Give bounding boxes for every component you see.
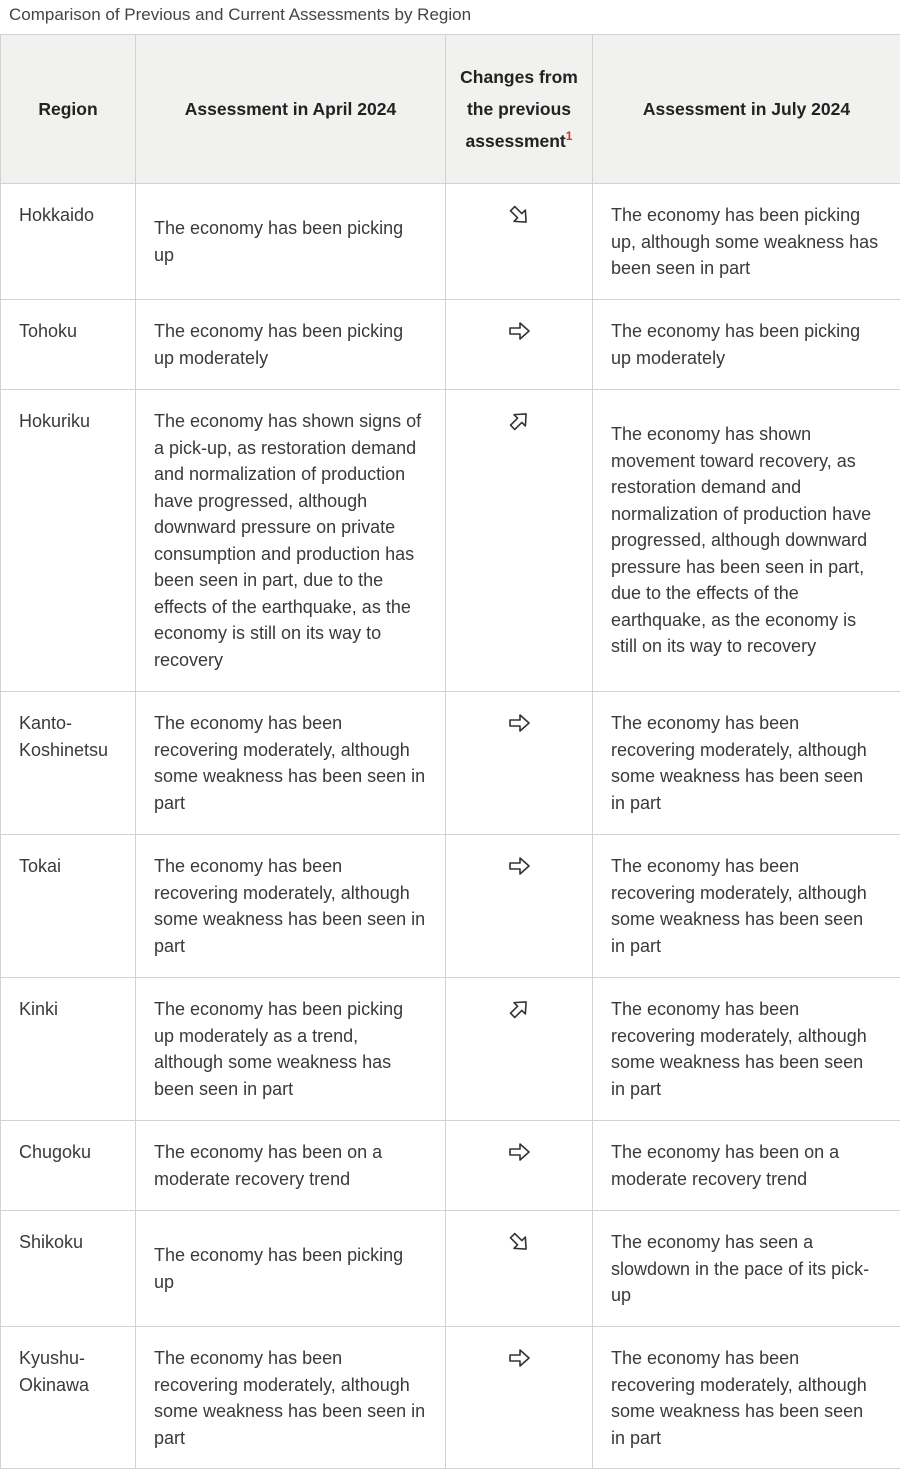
change-cell — [446, 1121, 593, 1211]
previous-assessment-cell: The economy has shown signs of a pick-up, as restoration demand and normalization of production have progressed, although downward pressure on private consumption and production has been seen in part, due to the effects of the earthquake, as the economy is still on its way to recovery — [136, 390, 446, 692]
arrow-down-right-icon — [508, 204, 530, 226]
header-change-label: Changes from the previous assessment — [460, 67, 578, 151]
change-cell — [446, 835, 593, 978]
table-row — [1, 692, 900, 835]
previous-assessment-cell: The economy has been picking up — [136, 184, 446, 300]
current-assessment-cell: The economy has been on a moderate recovery trend — [593, 1121, 900, 1211]
change-cell — [446, 978, 593, 1121]
header-change — [446, 35, 593, 184]
current-assessment-cell: The economy has been picking up, although some weakness has been seen in part — [593, 184, 900, 300]
change-cell — [446, 184, 593, 300]
table-row — [1, 978, 900, 1121]
current-assessment-cell: The economy has been picking up moderately — [593, 300, 900, 390]
previous-assessment-cell: The economy has been picking up moderately — [136, 300, 446, 390]
arrow-right-icon — [508, 1347, 530, 1369]
header-current-assessment: Assessment in July 2024 — [593, 35, 900, 184]
region-cell: Tohoku — [1, 300, 136, 390]
change-cell — [446, 692, 593, 835]
table-caption: Comparison of Previous and Current Assessments by Region — [9, 5, 472, 24]
change-cell — [446, 390, 593, 692]
region-cell: Tokai — [1, 835, 136, 978]
region-cell: Hokkaido — [1, 184, 136, 300]
assessment-table — [0, 34, 900, 1469]
current-assessment-cell: The economy has been recovering moderately, although some weakness has been seen in part — [593, 1327, 900, 1469]
arrow-right-icon — [508, 855, 530, 877]
arrow-right-icon — [508, 712, 530, 734]
footnote-marker: 1 — [565, 129, 573, 144]
current-assessment-cell: The economy has seen a slowdown in the pace of its pick-up — [593, 1211, 900, 1327]
arrow-right-icon — [508, 1347, 530, 1369]
arrow-up-right-icon — [508, 410, 530, 432]
current-assessment-cell: The economy has shown movement toward recovery, as restoration demand and normalization of production have progressed, although downward pressure has been seen in part, due to the effects of the earthquake, as the economy is still on its way to recovery — [593, 390, 900, 692]
arrow-right-icon — [508, 1141, 530, 1163]
header-previous-assessment: Assessment in April 2024 — [136, 35, 446, 184]
region-cell: Kanto-Koshinetsu — [1, 692, 136, 835]
arrow-up-right-icon — [508, 998, 530, 1020]
current-assessment-cell: The economy has been recovering moderately, although some weakness has been seen in part — [593, 835, 900, 978]
region-cell: Shikoku — [1, 1211, 136, 1327]
header-row — [1, 35, 900, 184]
arrow-down-right-icon — [508, 204, 530, 226]
change-cell — [446, 1211, 593, 1327]
arrow-right-icon — [508, 320, 530, 342]
region-cell: Hokuriku — [1, 390, 136, 692]
previous-assessment-cell: The economy has been picking up moderately as a trend, although some weakness has been seen in part — [136, 978, 446, 1121]
arrow-right-icon — [508, 320, 530, 342]
previous-assessment-cell: The economy has been recovering moderately, although some weakness has been seen in part — [136, 692, 446, 835]
table-row — [1, 1211, 900, 1327]
arrow-up-right-icon — [508, 998, 530, 1020]
current-assessment-cell: The economy has been recovering moderately, although some weakness has been seen in part — [593, 978, 900, 1121]
arrow-right-icon — [508, 855, 530, 877]
previous-assessment-cell: The economy has been picking up — [136, 1211, 446, 1327]
region-cell: Kinki — [1, 978, 136, 1121]
table-row — [1, 184, 900, 300]
table-row — [1, 1121, 900, 1211]
arrow-down-right-icon — [508, 1231, 530, 1253]
header-region: Region — [1, 35, 136, 184]
previous-assessment-cell: The economy has been on a moderate recovery trend — [136, 1121, 446, 1211]
change-cell — [446, 300, 593, 390]
table-row — [1, 300, 900, 390]
previous-assessment-cell: The economy has been recovering moderately, although some weakness has been seen in part — [136, 1327, 446, 1469]
previous-assessment-cell: The economy has been recovering moderately, although some weakness has been seen in part — [136, 835, 446, 978]
current-assessment-cell: The economy has been recovering moderately, although some weakness has been seen in part — [593, 692, 900, 835]
table-row — [1, 390, 900, 692]
arrow-up-right-icon — [508, 410, 530, 432]
table-row — [1, 1327, 900, 1469]
arrow-down-right-icon — [508, 1231, 530, 1253]
change-cell — [446, 1327, 593, 1469]
region-cell: Kyushu-Okinawa — [1, 1327, 136, 1469]
region-cell: Chugoku — [1, 1121, 136, 1211]
table-row — [1, 835, 900, 978]
arrow-right-icon — [508, 712, 530, 734]
arrow-right-icon — [508, 1141, 530, 1163]
